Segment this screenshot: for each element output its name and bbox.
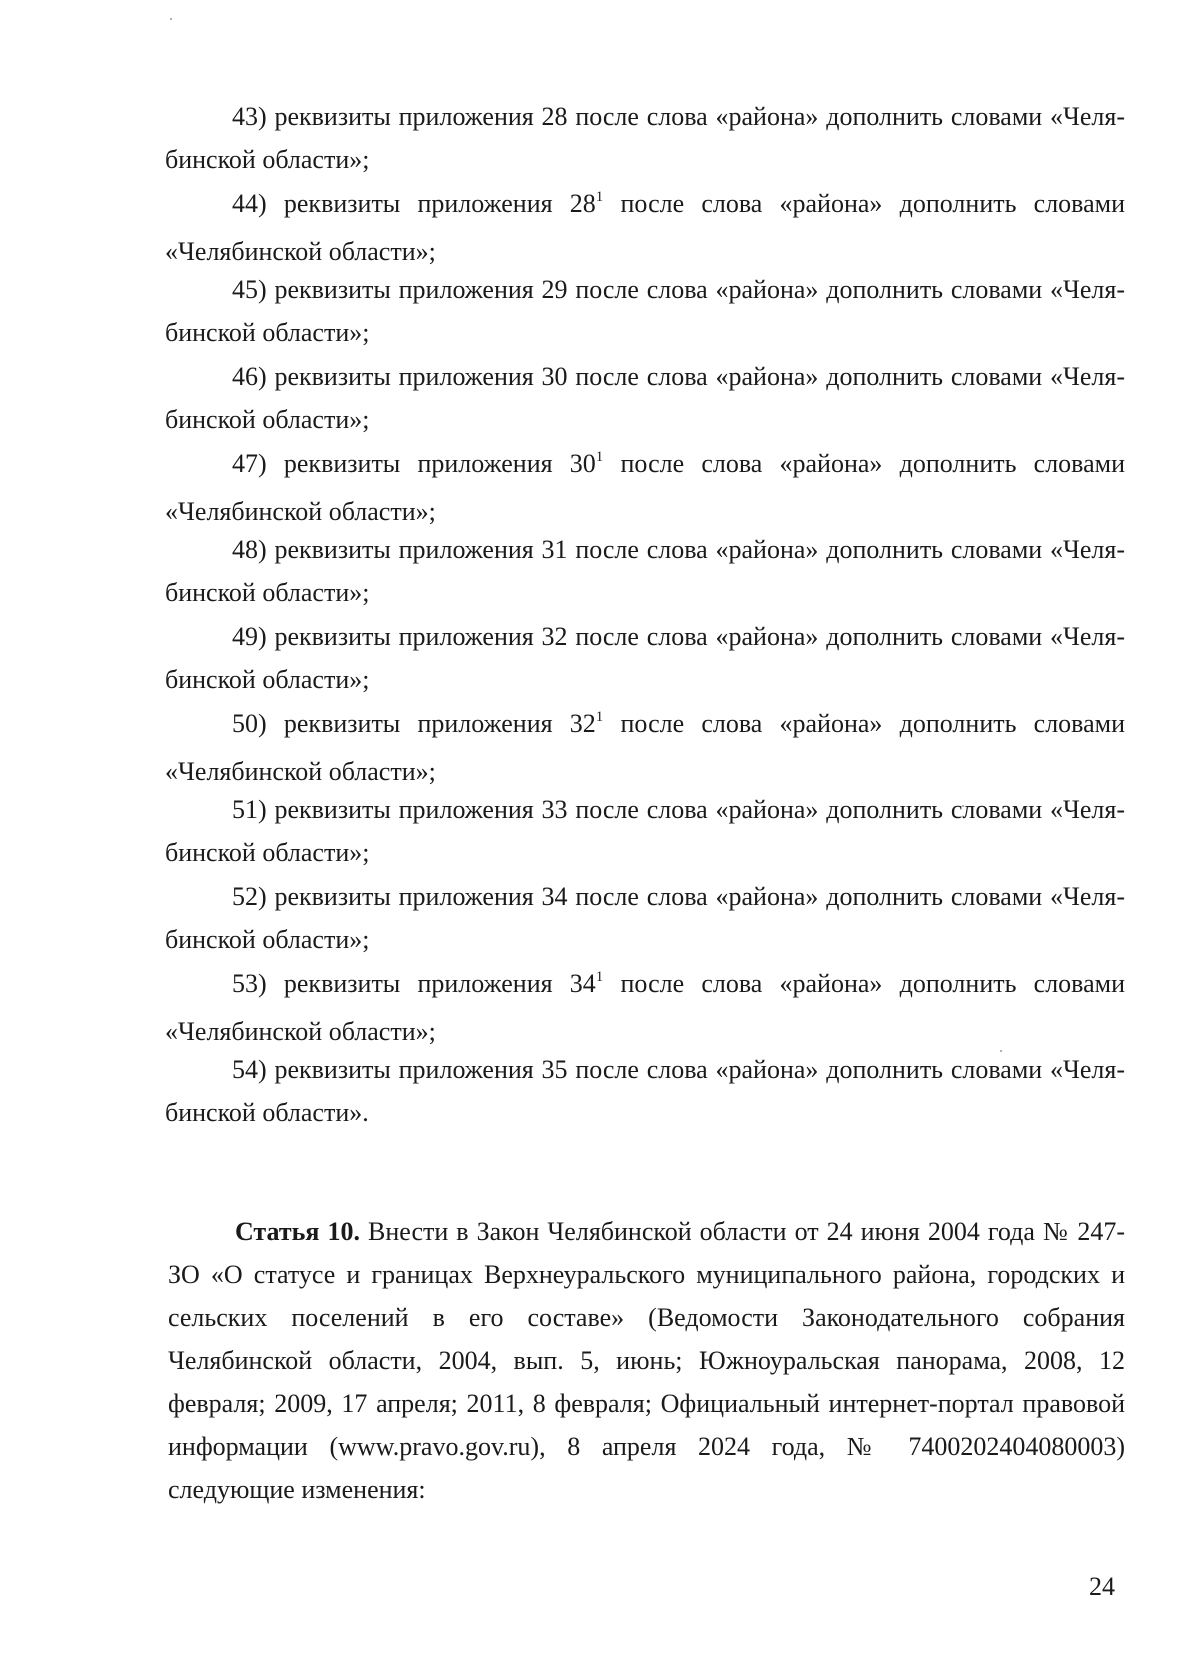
item-second-line: бинской области»; bbox=[165, 665, 370, 694]
list-item bbox=[165, 182, 1125, 273]
item-first-line bbox=[232, 788, 1125, 831]
item-second-line: «Челябинской области»; bbox=[165, 1017, 436, 1046]
item-second-line: бинской области»; bbox=[165, 318, 370, 347]
item-first-line bbox=[232, 268, 1125, 311]
item-text: реквизиты приложения 34 после слова «района» дополнить словами «Челя- bbox=[274, 882, 1126, 911]
item-number: 48) bbox=[232, 535, 267, 564]
item-text: реквизиты приложения 32 bbox=[283, 709, 596, 738]
list-item bbox=[165, 95, 1125, 181]
item-number: 54) bbox=[232, 1055, 267, 1084]
item-second-line: бинской области»; bbox=[165, 925, 370, 954]
list-item bbox=[165, 1048, 1125, 1134]
item-first-line bbox=[232, 95, 1125, 138]
item-number: 52) bbox=[232, 882, 267, 911]
item-number: 51) bbox=[232, 795, 267, 824]
list-item bbox=[165, 355, 1125, 441]
item-text-continued: после слова «района» дополнить словами bbox=[603, 449, 1126, 478]
scan-speck bbox=[170, 18, 172, 20]
item-number: 46) bbox=[232, 362, 267, 391]
article-heading: Статья 10. bbox=[235, 1217, 360, 1246]
item-first-line bbox=[232, 875, 1125, 918]
item-second-line: бинской области»; bbox=[165, 405, 370, 434]
item-first-line bbox=[232, 962, 1125, 1010]
item-number: 50) bbox=[232, 709, 267, 738]
list-item bbox=[165, 702, 1125, 793]
list-item bbox=[165, 442, 1125, 533]
item-second-line: «Челябинской области»; bbox=[165, 237, 436, 266]
item-second-line: бинской области»; bbox=[165, 145, 370, 174]
superscript-index: 1 bbox=[595, 709, 604, 725]
superscript-index: 1 bbox=[595, 969, 604, 985]
item-text: реквизиты приложения 32 после слова «района» дополнить словами «Челя- bbox=[274, 622, 1126, 651]
item-first-line bbox=[232, 442, 1125, 490]
item-first-line bbox=[232, 1048, 1125, 1091]
item-text: реквизиты приложения 28 после слова «района» дополнить словами «Челя- bbox=[274, 102, 1126, 131]
item-first-line bbox=[232, 702, 1125, 750]
item-second-line: бинской области»; bbox=[165, 838, 370, 867]
item-text-continued: после слова «района» дополнить словами bbox=[603, 189, 1126, 218]
item-second-line: бинской области». bbox=[165, 1098, 369, 1127]
item-first-line bbox=[232, 355, 1125, 398]
article-text: Внести в Закон Челябинской области от 24 июня 2004 года № 247-ЗО «О статусе и границах Верхнеуральского муниципального района, городских и сельских поселений в его составе» (Ведомости Законодательного собрания Челябинской области, 2004, вып. 5, июнь; Южноуральская панорама, 2008, 12 февраля; 2009, 17 апреля; 2011, 8 февраля; Официальный интернет-портал правовой информации (www.pravo.gov.ru), 8 апреля 2024 года, № 7400202404080003) следующие изменения: bbox=[168, 1217, 1125, 1504]
item-text: реквизиты приложения 33 после слова «района» дополнить словами «Челя- bbox=[274, 795, 1126, 824]
item-text-continued: после слова «района» дополнить словами bbox=[603, 969, 1126, 998]
item-number: 45) bbox=[232, 275, 267, 304]
item-text: реквизиты приложения 30 после слова «района» дополнить словами «Челя- bbox=[274, 362, 1126, 391]
item-text: реквизиты приложения 30 bbox=[283, 449, 596, 478]
item-first-line bbox=[232, 182, 1125, 230]
item-first-line bbox=[232, 615, 1125, 658]
superscript-index: 1 bbox=[595, 449, 604, 465]
list-item bbox=[165, 875, 1125, 961]
item-number: 44) bbox=[232, 189, 267, 218]
item-second-line: бинской области»; bbox=[165, 578, 370, 607]
item-text: реквизиты приложения 35 после слова «района» дополнить словами «Челя- bbox=[274, 1055, 1126, 1084]
item-number: 47) bbox=[232, 449, 267, 478]
superscript-index: 1 bbox=[595, 189, 604, 205]
item-first-line bbox=[232, 528, 1125, 571]
list-item bbox=[165, 268, 1125, 354]
item-second-line: «Челябинской области»; bbox=[165, 497, 436, 526]
item-text: реквизиты приложения 31 после слова «района» дополнить словами «Челя- bbox=[274, 535, 1126, 564]
item-text: реквизиты приложения 28 bbox=[283, 189, 596, 218]
item-number: 53) bbox=[232, 969, 267, 998]
list-item bbox=[165, 528, 1125, 614]
item-text-continued: после слова «района» дополнить словами bbox=[603, 709, 1126, 738]
item-text: реквизиты приложения 29 после слова «района» дополнить словами «Челя- bbox=[274, 275, 1126, 304]
article-10 bbox=[168, 1210, 1125, 1511]
list-item bbox=[165, 615, 1125, 701]
list-item bbox=[165, 788, 1125, 874]
item-number: 43) bbox=[232, 102, 267, 131]
list-item bbox=[165, 962, 1125, 1053]
item-number: 49) bbox=[232, 622, 267, 651]
item-text: реквизиты приложения 34 bbox=[283, 969, 596, 998]
item-second-line: «Челябинской области»; bbox=[165, 757, 436, 786]
page-number: 24 bbox=[1089, 1572, 1115, 1601]
